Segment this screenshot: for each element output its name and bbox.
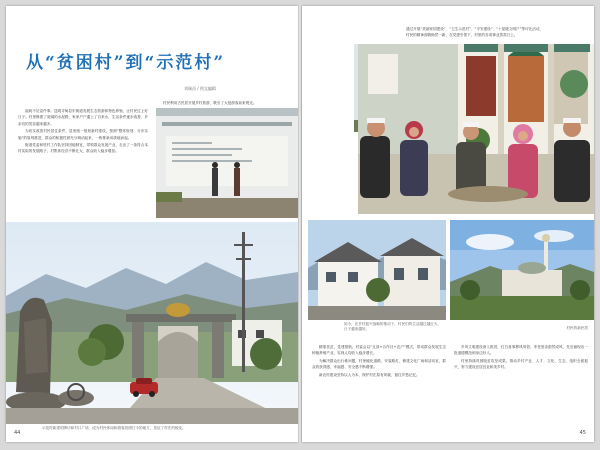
body-text-column-1 [18,108,148,156]
village-mosque-photo [450,220,594,320]
page-number: 45 [579,430,586,436]
village-gate-photo [6,222,298,424]
paragraph: 乡风文明建设深入推进，红白喜事移风易俗，孝老爱亲蔚然成风，先后涌现出一批道德模范和身边好人。 [454,345,588,356]
byline: 刘瑞昌 / 图文编辑 [184,86,216,91]
paragraph: 新农村建设坚持以人为本，保护村庄原有风貌，留住乡愁记忆。 [319,372,420,377]
left-page [6,6,298,442]
photo-caption-left: 如今，在乡村振兴战略的推动下，村民们的生活越过越红火，日子越来越好。 [344,322,442,331]
paragraph: 为解决群众出行难问题，村里硬化道路、安装路灯，修建文化广场和活动室，群众的获得感、幸福感、安全感不断增强。 [312,358,446,370]
paragraph: 村民利用古民居开展乡村旅游，吸引了大批游客前来观光。 [163,101,257,105]
body-text-column-1 [312,344,446,379]
body-text-column-2 [156,100,296,107]
right-page [302,6,594,442]
photo-caption: 示范村新建的牌坊和村口广场，成为村民休闲和游客拍照打卡的地方，见证了村庄的蜕变。 [42,426,186,430]
body-text-column-2 [454,344,588,372]
intro-text [406,26,588,39]
villagers-meeting-photo [358,44,594,214]
intro-line: 村民的精神面貌焕然一新，在党建引领下，村里的各项事业蒸蒸日上。 [406,33,518,38]
paragraph: 村里持续巩固脱贫攻坚成果，推动乡村产业、人才、文化、生态、组织全面振兴，努力建设宜居宜业和美乡村。 [454,358,588,370]
page-number: 44 [14,430,21,436]
mural-wall-photo [156,108,298,218]
paragraph: 精准扶贫，党建领航。村委会以“支部+合作社+农户”模式，带动群众发展生态种植养殖产业，实现人均收入稳步增长。 [312,345,446,356]
paragraph: 福尚不足壹件事。昆明寻甸县东街道发展生态旅游和特色养殖，让村民过上好日子。村里修建了宽阔的水泥路，家家户户通上了自来水，生活条件逐步改善，乡亲们的笑容越来越多。 [18,109,148,126]
paragraph: 街道党委和驻村工作队坚持因地制宜，带领群众发展产业，走出了一条符合本村实际的发展路子，村集体经济不断壮大，群众收入稳步增加。 [18,143,148,154]
article-title: 从“贫困村”到“示范村” [26,53,226,73]
photo-caption-right: 村民的新民居 [566,326,588,330]
new-houses-photo [308,220,446,320]
magazine-spread [6,6,594,442]
paragraph: 为切实改善村民居住条件，县里统一规划新村建设，按照“整体规划、分步实施”的原则推进，群众的积极性被充分调动起来，一栋栋新房拔地而起。 [18,129,148,140]
intro-line: 通过开展“美丽家园建设”、“卫生示范村”、“平安建设”、“十星级文明户”等评比活动， [406,27,544,31]
